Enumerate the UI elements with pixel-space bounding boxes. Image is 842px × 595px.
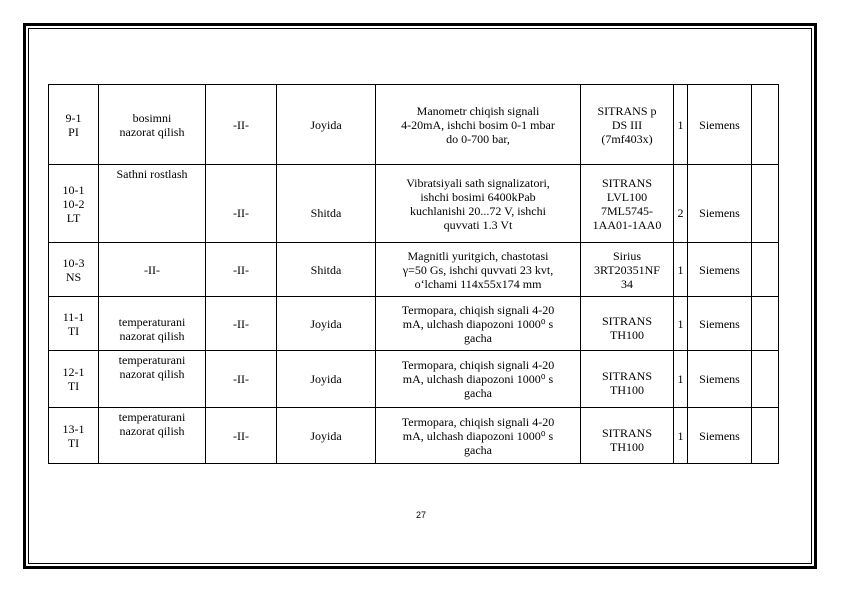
model-cell: SITRANS LVL100 7ML5745- 1AA01-1AA0 [581, 165, 674, 243]
page-number: 27 [415, 510, 426, 520]
model-cell: Sirius 3RT20351NF 34 [581, 243, 674, 297]
function-cell: temperaturani nazorat qilish [99, 297, 206, 351]
table-row [49, 243, 779, 297]
table-row [49, 408, 779, 464]
ref-cell: -II- [206, 85, 277, 165]
description-cell: Termopara, chiqish signali 4-20 mA, ulchash diapozoni 1000⁰ s gacha [376, 408, 581, 464]
quantity-cell: 1 [674, 408, 688, 464]
table-row [49, 351, 779, 408]
manufacturer-cell: Siemens [688, 297, 752, 351]
quantity-cell: 2 [674, 165, 688, 243]
quantity-cell: 1 [674, 297, 688, 351]
description-cell: Termopara, chiqish signali 4-20 mA, ulchash diapozoni 1000⁰ s gacha [376, 351, 581, 408]
position-cell: 11-1 TI [49, 297, 99, 351]
model-cell: SITRANS TH100 [581, 297, 674, 351]
manufacturer-cell: Siemens [688, 408, 752, 464]
table-row [49, 165, 779, 243]
table-row [49, 85, 779, 165]
function-cell: temperaturani nazorat qilish [99, 351, 206, 408]
description-cell: Vibratsiyali sath signalizatori, ishchi bosimi 6400kPab kuchlanishi 20...72 V, ishchi quvvati 1.3 Vt [376, 165, 581, 243]
description-cell: Termopara, chiqish signali 4-20 mA, ulchash diapozoni 1000⁰ s gacha [376, 297, 581, 351]
ref-cell: -II- [206, 408, 277, 464]
note-cell [752, 408, 779, 464]
position-cell: 13-1 TI [49, 408, 99, 464]
quantity-cell: 1 [674, 351, 688, 408]
function-cell: bosimni nazorat qilish [99, 85, 206, 165]
function-cell: Sathni rostlash [99, 165, 206, 243]
note-cell [752, 85, 779, 165]
quantity-cell: 1 [674, 243, 688, 297]
description-cell: Manometr chiqish signali 4-20mA, ishchi bosim 0-1 mbar do 0-700 bar, [376, 85, 581, 165]
location-cell: Shitda [277, 243, 376, 297]
manufacturer-cell: Siemens [688, 351, 752, 408]
position-cell: 10-1 10-2 LT [49, 165, 99, 243]
note-cell [752, 165, 779, 243]
position-cell: 10-3 NS [49, 243, 99, 297]
ref-cell: -II- [206, 243, 277, 297]
note-cell [752, 243, 779, 297]
location-cell: Joyida [277, 85, 376, 165]
function-cell: temperaturani nazorat qilish [99, 408, 206, 464]
description-cell: Magnitli yuritgich, chastotasi γ=50 Gs, ishchi quvvati 23 kvt, o‘lchami 114x55x174 mm [376, 243, 581, 297]
manufacturer-cell: Siemens [688, 165, 752, 243]
model-cell: SITRANS TH100 [581, 351, 674, 408]
ref-cell: -II- [206, 165, 277, 243]
location-cell: Joyida [277, 408, 376, 464]
ref-cell: -II- [206, 297, 277, 351]
quantity-cell: 1 [674, 85, 688, 165]
location-cell: Shitda [277, 165, 376, 243]
note-cell [752, 351, 779, 408]
table-row [49, 297, 779, 351]
function-cell: -II- [99, 243, 206, 297]
model-cell: SITRANS p DS III (7mf403x) [581, 85, 674, 165]
position-cell: 12-1 TI [49, 351, 99, 408]
manufacturer-cell: Siemens [688, 85, 752, 165]
location-cell: Joyida [277, 297, 376, 351]
location-cell: Joyida [277, 351, 376, 408]
note-cell [752, 297, 779, 351]
ref-cell: -II- [206, 351, 277, 408]
equipment-spec-table [48, 84, 779, 464]
position-cell: 9-1 PI [49, 85, 99, 165]
model-cell: SITRANS TH100 [581, 408, 674, 464]
manufacturer-cell: Siemens [688, 243, 752, 297]
